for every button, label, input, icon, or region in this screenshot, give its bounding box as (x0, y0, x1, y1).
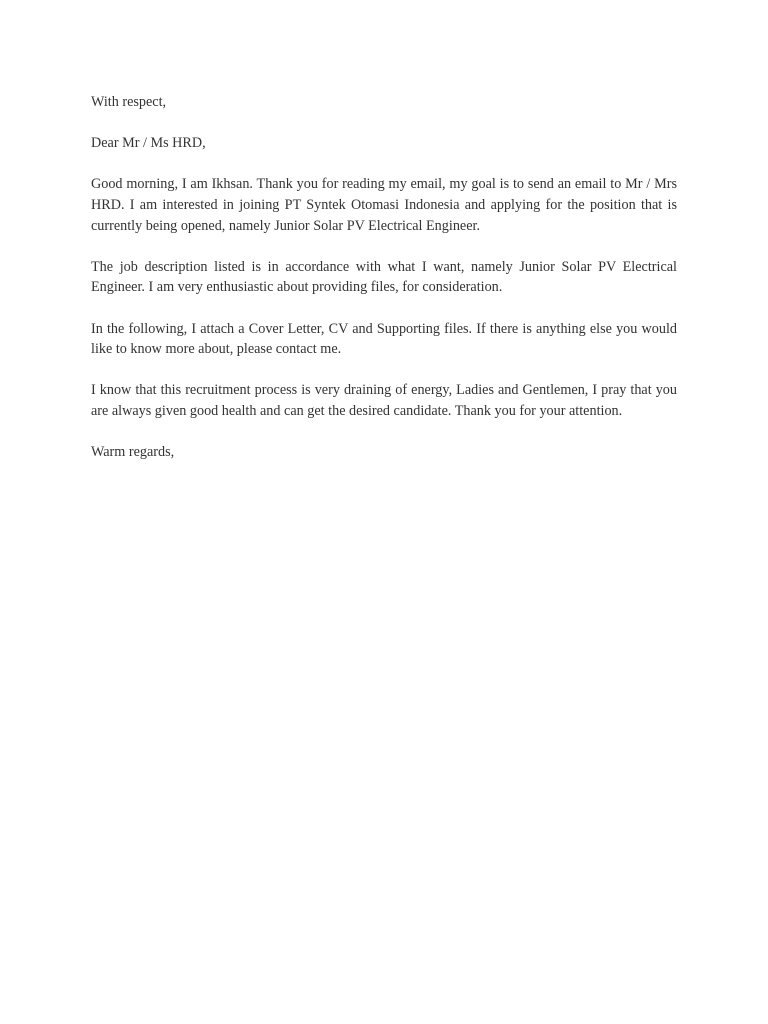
greeting-line: Dear Mr / Ms HRD, (91, 135, 206, 152)
paragraph-job-description: The job description listed is in accordance with what I want, namely Junior Solar PV Electrical Engineer. I am very enthusiastic about providing files, for consideration. (91, 258, 677, 296)
letter-body (91, 92, 677, 483)
paragraph-attachments: In the following, I attach a Cover Letter, CV and Supporting files. If there is anything else you would like to know more about, please contact me. (91, 320, 677, 358)
paragraph-closing-wishes: I know that this recruitment process is very draining of energy, Ladies and Gentlemen, I pray that you are always given good health and can get the desired candidate. Thank you for your attention. (91, 382, 677, 419)
paragraph-introduction: Good morning, I am Ikhsan. Thank you for reading my email, my goal is to send an email to Mr / Mrs HRD. I am interested in joining PT Syntek Otomasi Indonesia and applying for the position that is currently being opened, namely Junior Solar PV Electrical Engineer. (91, 176, 677, 234)
closing-line: Warm regards, (91, 444, 175, 461)
opening-line: With respect, (91, 94, 167, 110)
